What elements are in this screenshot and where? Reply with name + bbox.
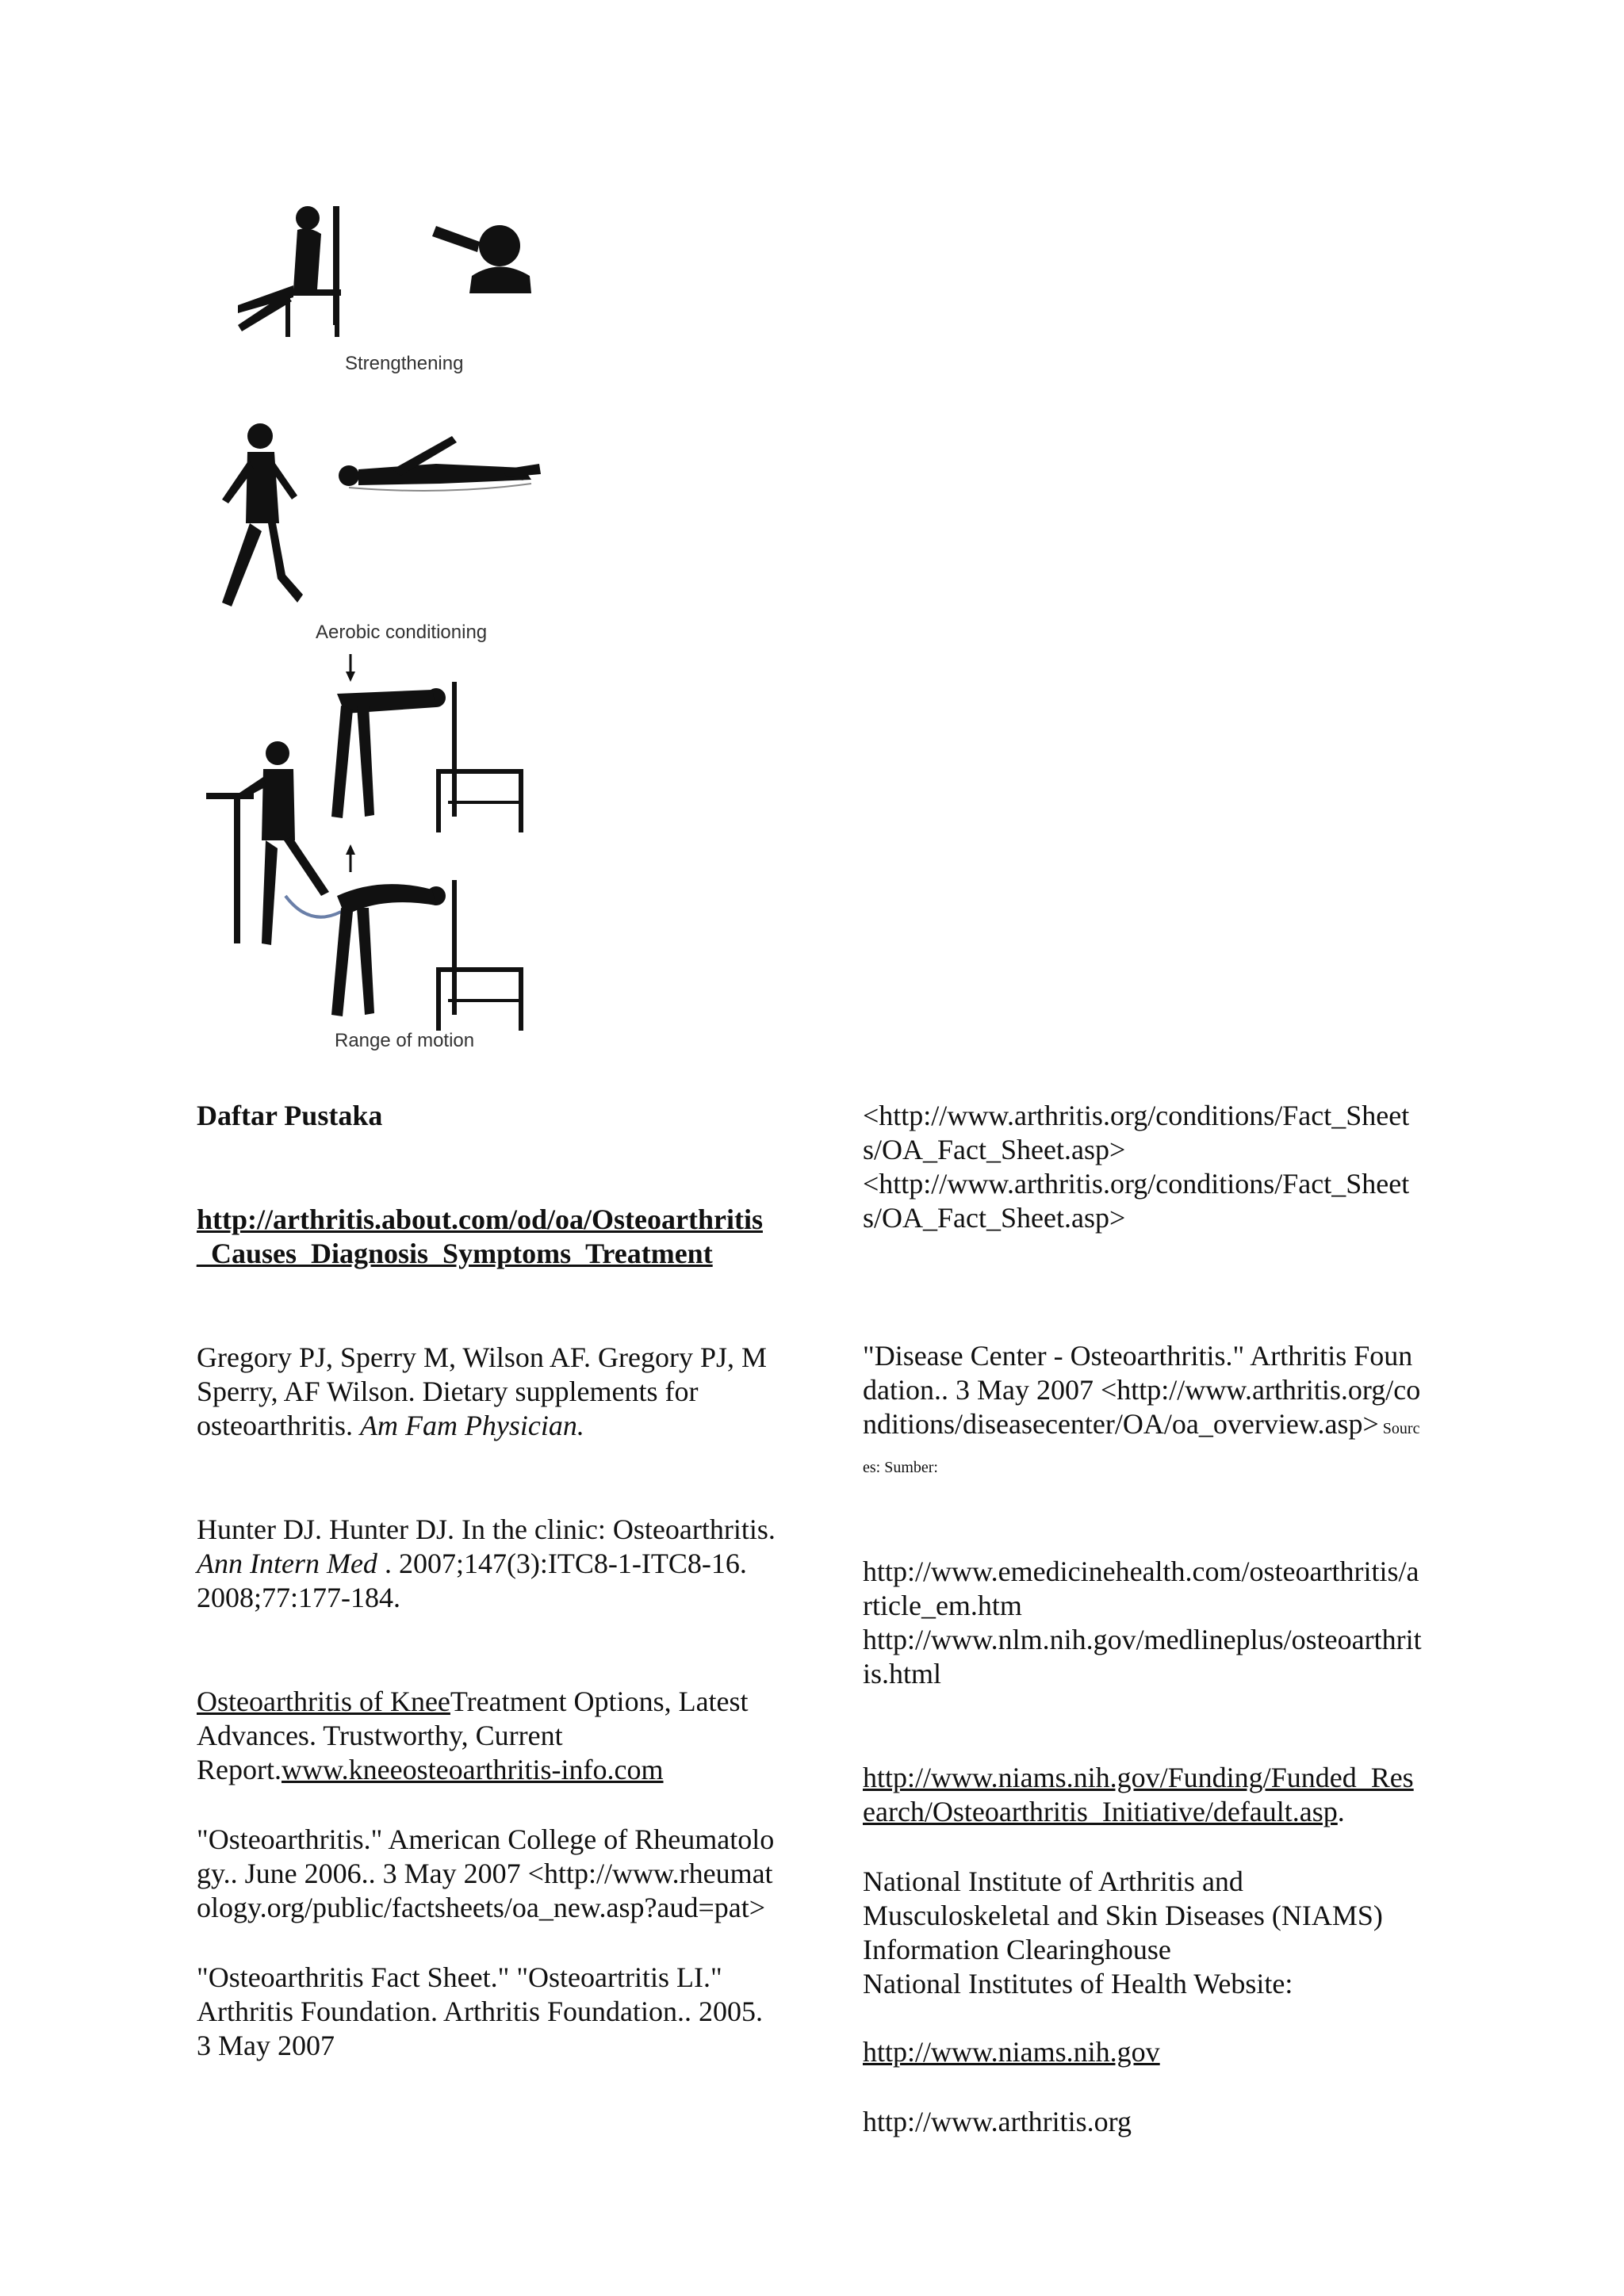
swimming-figure	[339, 436, 541, 491]
reference-hunter: Hunter DJ. Hunter DJ. In the clinic: Osteoarthritis. Ann Intern Med . 2007;147(3):ITC8-1-ITC8-16. 2008;77:177-184.	[197, 1513, 776, 1613]
neck-isometric-figure	[432, 225, 531, 293]
bibliography-heading: Daftar Pustaka	[197, 1100, 383, 1131]
emedicine-url[interactable]: http://www.emedicinehealth.com/osteoarthritis/article_em.htm	[863, 1556, 1419, 1621]
caption-range-of-motion: Range of motion	[335, 1030, 475, 1051]
exercise-figure-svg	[190, 182, 682, 1062]
standing-leg-swing-figure	[206, 741, 341, 945]
walking-figure	[222, 423, 303, 607]
reference-niams-funded: http://www.niams.nih.gov/Funding/Funded_Research/Osteoarthritis_Initiative/default.asp.	[863, 1762, 1414, 1827]
reference-disease-center: "Disease Center - Osteoarthritis." Arthritis Foundation.. 3 May 2007 <http://www.arthritis.org/conditions/diseasecenter/OA/oa_overview.asp> Sources: Sumber:	[863, 1340, 1421, 1476]
reference-fact-sheet: "Osteoarthritis Fact Sheet." "Osteoartritis LI." Arthritis Foundation. Arthritis Foundation.. 2005. 3 May 2007	[197, 1961, 764, 2061]
niams-description: National Institute of Arthritis and Musculoskeletal and Skin Diseases (NIAMS) Information Clearinghouse National Institutes of Health Website:	[863, 1866, 1383, 1999]
back-extension-chair-figure-bottom	[331, 844, 523, 1031]
back-extension-chair-figure-top	[331, 654, 523, 832]
references-right-column	[863, 1099, 1426, 2175]
sources-note: Sources: Sumber:	[863, 1420, 1420, 1476]
reference-knee-osteoarthritis: Osteoarthritis of KneeTreatment Options, Latest Advances. Trustworthy, Current Report.www.kneeosteoarthritis-info.com	[197, 1686, 749, 1785]
knee-osteoarthritis-url[interactable]: www.kneeosteoarthritis-info.com	[281, 1754, 664, 1785]
seated-leg-extension-figure	[238, 206, 341, 337]
arthritis-org-url[interactable]: http://www.arthritis.org	[863, 2106, 1132, 2137]
caption-aerobic: Aerobic conditioning	[316, 622, 488, 643]
niams-funded-url[interactable]: http://www.niams.nih.gov/Funding/Funded_Research/Osteoarthritis_Initiative/default.asp	[863, 1762, 1414, 1827]
reference-gregory: Gregory PJ, Sperry M, Wilson AF. Gregory PJ, M Sperry, AF Wilson. Dietary supplements for osteoarthritis. Am Fam Physician.	[197, 1341, 768, 1441]
references-left-column	[197, 1099, 776, 2099]
reference-acr: "Osteoarthritis." American College of Rheumatology.. June 2006.. 3 May 2007 <http://www.rheumatology.org/public/factsheets/oa_new.asp?aud=pat>	[197, 1823, 775, 1923]
fact-sheet-url-1: <http://www.arthritis.org/conditions/Fact_Sheets/OA_Fact_Sheet.asp>	[863, 1100, 1410, 1165]
niams-url[interactable]: http://www.niams.nih.gov	[863, 2036, 1160, 2068]
fact-sheet-url-2: <http://www.arthritis.org/conditions/Fact_Sheets/OA_Fact_Sheet.asp>	[863, 1168, 1410, 1234]
knee-osteoarthritis-link[interactable]: Osteoarthritis of Knee	[197, 1686, 450, 1717]
caption-strengthening: Strengthening	[345, 353, 464, 374]
reference-link-arthritis-about[interactable]: http://arthritis.about.com/od/oa/Osteoarthritis_Causes_Diagnosis_Symptoms_Treatment	[197, 1203, 763, 1269]
nlm-url[interactable]: http://www.nlm.nih.gov/medlineplus/osteoarthritis.html	[863, 1624, 1422, 1689]
exercise-illustration	[190, 182, 682, 1062]
